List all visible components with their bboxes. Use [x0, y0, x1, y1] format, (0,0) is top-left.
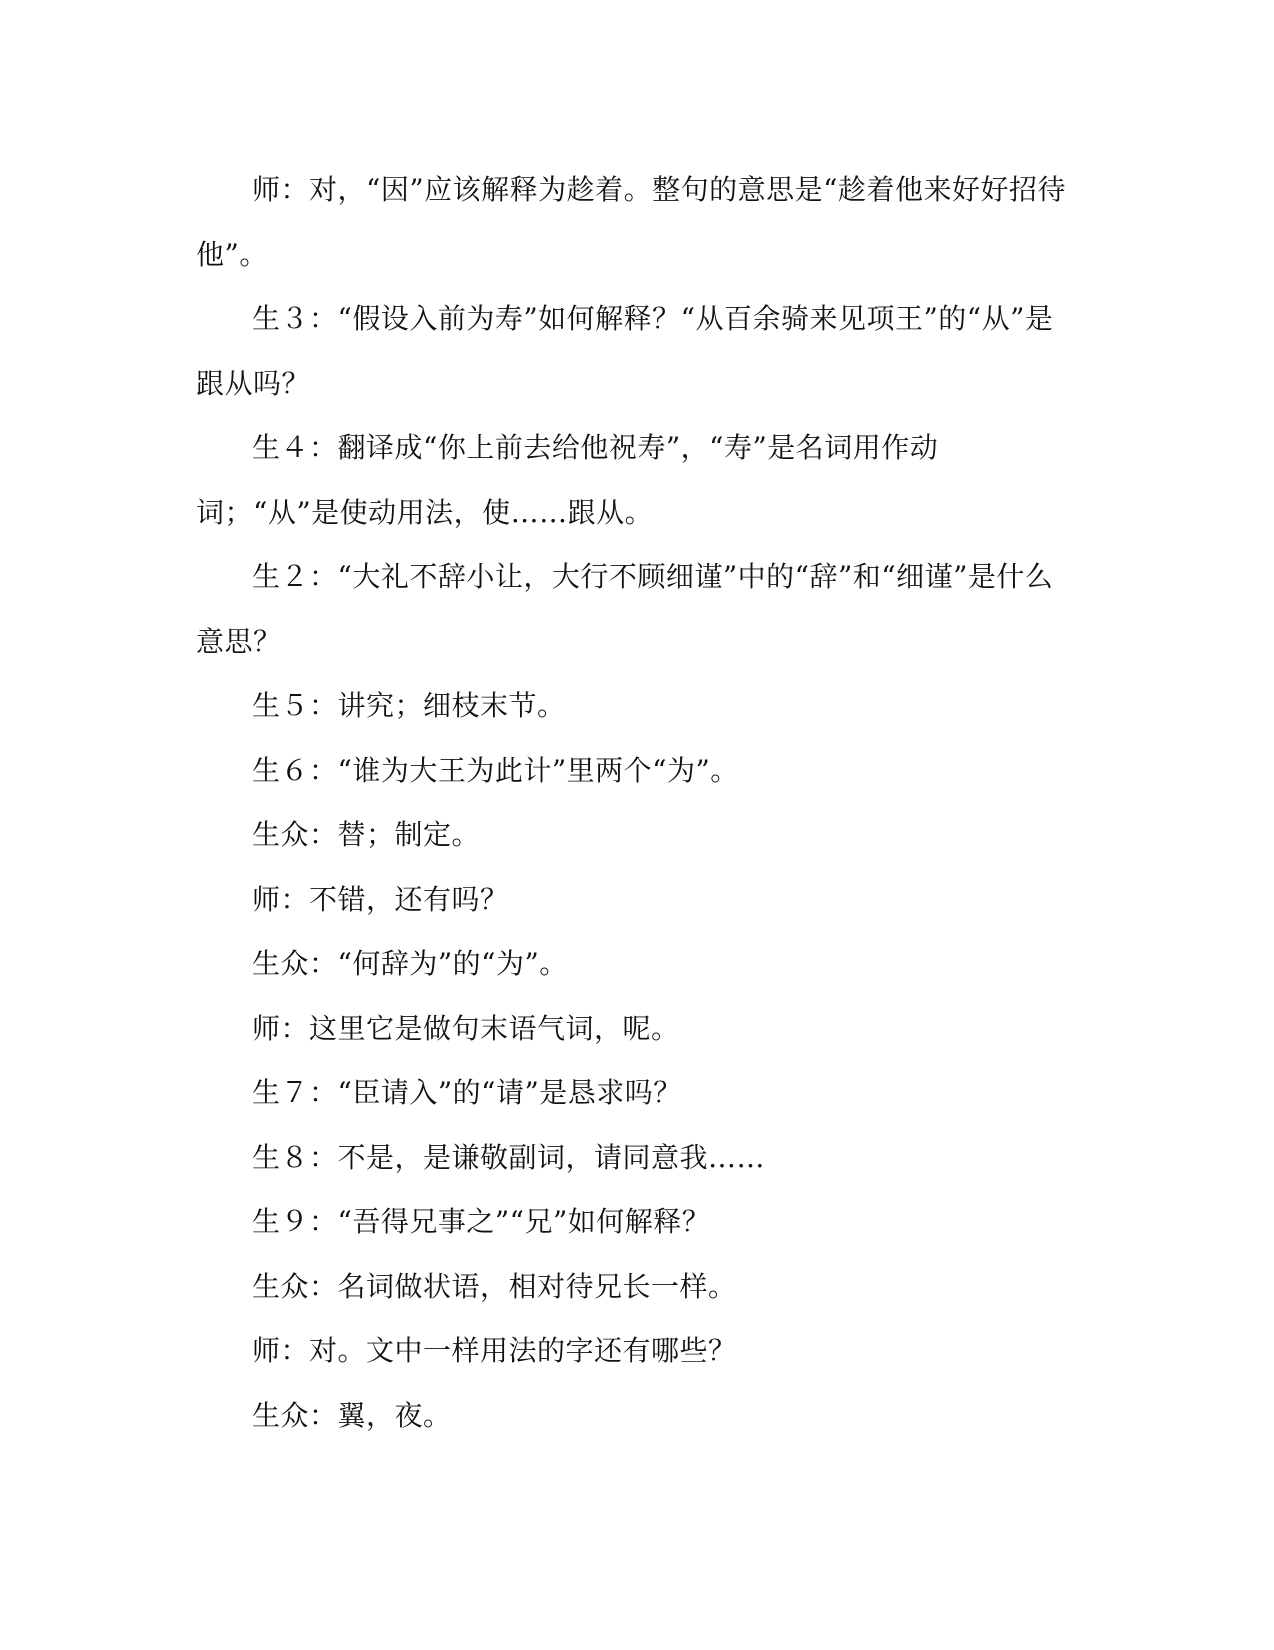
paragraph: 生９：“吾得兄事之”“兄”如何解释？	[252, 1205, 711, 1238]
paragraph: 生众：名词做状语，相对待兄长一样。	[252, 1269, 737, 1303]
paragraph: 生８：不是，是谦敬副词，请同意我……	[252, 1140, 766, 1174]
paragraph: 生众：翼，夜。	[252, 1398, 452, 1432]
paragraph: 生３：“假设入前为寿”如何解释？“从百余骑来见项王”的“从”是跟从吗？	[196, 302, 1054, 400]
paragraph: 师：不错，还有吗？	[252, 882, 509, 916]
paragraph: 生众：“何辞为”的“为”。	[252, 947, 568, 980]
paragraph: 生５：讲究；细枝末节。	[252, 689, 566, 722]
paragraph: 师：这里它是做句末语气词，呢。	[252, 1011, 680, 1045]
paragraph: 生７：“臣请入”的“请”是恳求吗？	[252, 1076, 682, 1109]
paragraph: 师：对，“因”应该解释为趁着。整句的意思是“趁着他来好好招待他”。	[196, 173, 1066, 271]
paragraph: 生２：“大礼不辞小让，大行不顾细谨”中的“辞”和“细谨”是什么意思？	[196, 560, 1054, 658]
document-body	[196, 158, 1066, 1448]
paragraph: 生６：“谁为大王为此计”里两个“为”。	[252, 753, 739, 787]
paragraph: 生众：替；制定。	[252, 818, 481, 851]
paragraph: 师：对。文中一样用法的字还有哪些？	[252, 1334, 737, 1367]
paragraph: 生４：翻译成“你上前去给他祝寿”，“寿”是名词用作动词；“从”是使动用法，使……跟从。	[196, 431, 939, 529]
